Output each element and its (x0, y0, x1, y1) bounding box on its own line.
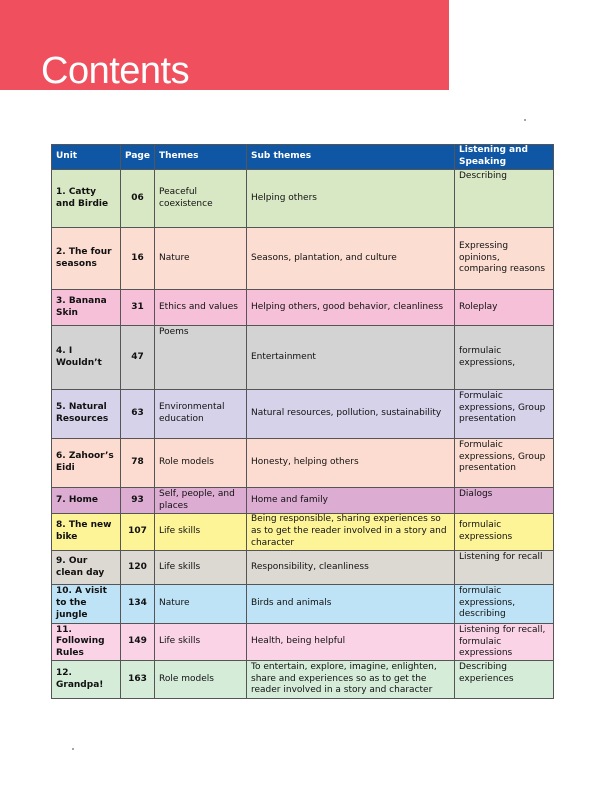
theme-cell: Ethics and values (155, 290, 247, 326)
column-header-listening-speaking: Listening and Speaking (455, 145, 554, 170)
contents-table (51, 144, 554, 699)
decorative-dot (72, 748, 74, 750)
sub-theme-cell: Helping others (247, 170, 455, 228)
page-cell: 47 (121, 326, 155, 390)
listening-speaking-cell: Expressing opinions, comparing reasons (455, 228, 554, 290)
table-row (52, 439, 554, 488)
listening-speaking-cell: formulaic expressions, (455, 326, 554, 390)
page-cell: 134 (121, 585, 155, 624)
page-cell: 63 (121, 390, 155, 439)
page-cell: 16 (121, 228, 155, 290)
table-row (52, 585, 554, 624)
unit-cell: 8. The new bike (52, 514, 121, 551)
page-cell: 149 (121, 624, 155, 661)
listening-speaking-cell: Describing (455, 170, 554, 228)
table-row (52, 514, 554, 551)
listening-speaking-cell: Roleplay (455, 290, 554, 326)
theme-cell: Life skills (155, 514, 247, 551)
sub-theme-cell: Health, being helpful (247, 624, 455, 661)
unit-cell: 5. Natural Resources (52, 390, 121, 439)
page-cell: 107 (121, 514, 155, 551)
table-row (52, 290, 554, 326)
unit-cell: 9. Our clean day (52, 551, 121, 585)
listening-speaking-cell: Describing experiences (455, 661, 554, 699)
sub-theme-cell: Honesty, helping others (247, 439, 455, 488)
sub-theme-cell: To entertain, explore, imagine, enlighten, share and experiences so as to get the reader involved in a story and character (247, 661, 455, 699)
listening-speaking-cell: Dialogs (455, 488, 554, 514)
theme-cell: Nature (155, 228, 247, 290)
listening-speaking-cell: Listening for recall, formulaic expressions (455, 624, 554, 661)
unit-cell: 3. Banana Skin (52, 290, 121, 326)
page-title: Contents (41, 50, 190, 92)
unit-cell: 7. Home (52, 488, 121, 514)
page-cell: 78 (121, 439, 155, 488)
listening-speaking-cell: Formulaic expressions, Group presentation (455, 439, 554, 488)
sub-theme-cell: Entertainment (247, 326, 455, 390)
unit-cell: 1. Catty and Birdie (52, 170, 121, 228)
theme-cell: Life skills (155, 624, 247, 661)
theme-cell: Life skills (155, 551, 247, 585)
table-row (52, 624, 554, 661)
column-header-themes: Themes (155, 145, 247, 170)
sub-theme-cell: Being responsible, sharing experiences so as to get the reader involved in a story and character (247, 514, 455, 551)
page-cell: 31 (121, 290, 155, 326)
table-row (52, 390, 554, 439)
listening-speaking-cell: Formulaic expressions, Group presentation (455, 390, 554, 439)
table-row (52, 228, 554, 290)
column-header-page: Page (121, 145, 155, 170)
page-cell: 93 (121, 488, 155, 514)
unit-cell: 11. Following Rules (52, 624, 121, 661)
table-row (52, 551, 554, 585)
unit-cell: 4. I Wouldn’t (52, 326, 121, 390)
theme-cell: Peaceful coexistence (155, 170, 247, 228)
table-row (52, 661, 554, 699)
theme-cell: Role models (155, 661, 247, 699)
listening-speaking-cell: formulaic expressions (455, 514, 554, 551)
theme-cell: Self, people, and places (155, 488, 247, 514)
unit-cell: 10. A visit to the jungle (52, 585, 121, 624)
decorative-dot (524, 119, 526, 121)
listening-speaking-cell: Listening for recall (455, 551, 554, 585)
theme-cell: Environmental education (155, 390, 247, 439)
unit-cell: 6. Zahoor’s Eidi (52, 439, 121, 488)
sub-theme-cell: Responsibility, cleanliness (247, 551, 455, 585)
table-row (52, 170, 554, 228)
sub-theme-cell: Helping others, good behavior, cleanliness (247, 290, 455, 326)
page-cell: 06 (121, 170, 155, 228)
table-row (52, 326, 554, 390)
listening-speaking-cell: formulaic expressions, describing (455, 585, 554, 624)
theme-cell: Role models (155, 439, 247, 488)
column-header-sub-themes: Sub themes (247, 145, 455, 170)
column-header-unit: Unit (52, 145, 121, 170)
page-cell: 120 (121, 551, 155, 585)
sub-theme-cell: Seasons, plantation, and culture (247, 228, 455, 290)
sub-theme-cell: Natural resources, pollution, sustainability (247, 390, 455, 439)
sub-theme-cell: Birds and animals (247, 585, 455, 624)
table-header-row (52, 145, 554, 170)
page-cell: 163 (121, 661, 155, 699)
theme-cell: Poems (155, 326, 247, 390)
sub-theme-cell: Home and family (247, 488, 455, 514)
unit-cell: 12. Grandpa! (52, 661, 121, 699)
table-row (52, 488, 554, 514)
unit-cell: 2. The four seasons (52, 228, 121, 290)
theme-cell: Nature (155, 585, 247, 624)
